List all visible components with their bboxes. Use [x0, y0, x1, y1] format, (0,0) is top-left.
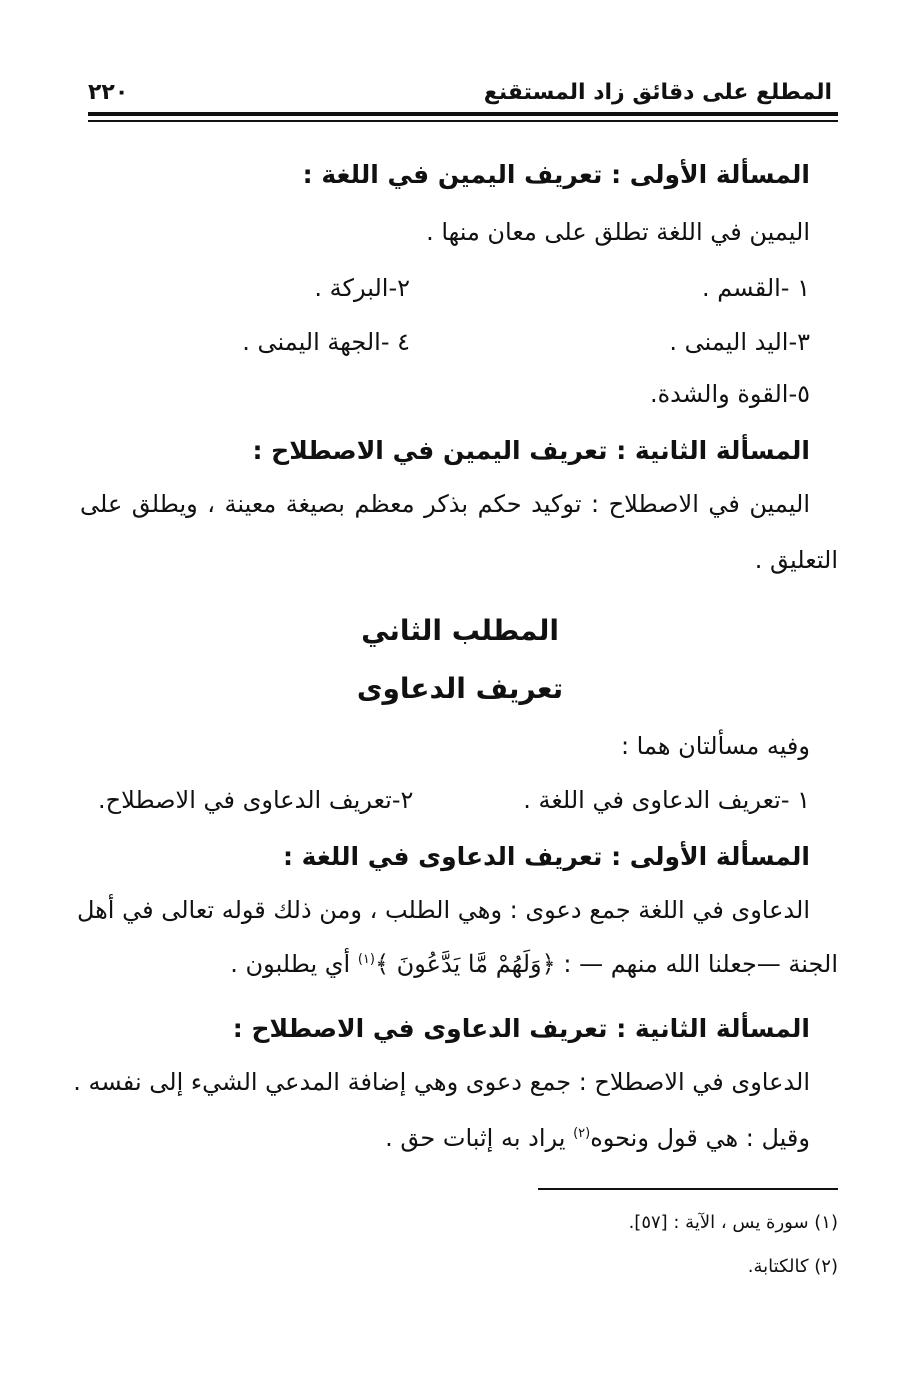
text-jannah: الجنة —جعلنا الله منهم — : — [555, 950, 838, 978]
list-item-yad-yumna: ٣-اليد اليمنى . — [669, 328, 810, 356]
list-item-daawa-istilah: ٢-تعريف الدعاوى في الاصطلاح. — [98, 786, 414, 814]
section-heading-daawa-lugha: المسألة الأولى : تعريف الدعاوى في اللغة : — [282, 842, 810, 871]
quran-verse: ﴿وَلَهُمْ مَّا يَدَّعُونَ ﴾ — [374, 950, 556, 978]
paragraph-daawa-lugha-line2 — [230, 950, 838, 979]
section-heading-yamin-lugha: المسألة الأولى : تعريف اليمين في اللغة : — [302, 160, 810, 189]
text-ithbat-haqq: يراد به إثبات حق . — [385, 1124, 574, 1152]
list-item-quwwa: ٥-القوة والشدة. — [649, 380, 810, 408]
footnote-marker-2[interactable]: (٢) — [573, 1126, 591, 1141]
section-heading-yamin-istilah: المسألة الثانية : تعريف اليمين في الاصطلاح : — [252, 436, 810, 465]
header-rule-thin — [88, 120, 838, 122]
header-rule-thick — [88, 112, 838, 116]
paragraph-daawa-istilah-line2 — [385, 1124, 810, 1153]
list-item-baraka: ٢-البركة . — [314, 274, 410, 302]
section-heading-daawa-istilah: المسألة الثانية : تعريف الدعاوى في الاصطلاح : — [232, 1014, 810, 1043]
running-header-title: المطلع على دقائق زاد المستقنع — [483, 80, 832, 105]
footnote-1: (١) سورة يس ، الآية : [٥٧]. — [628, 1212, 838, 1233]
list-item-daawa-lugha: ١ -تعريف الدعاوى في اللغة . — [523, 786, 810, 814]
paragraph-masalatan-intro: وفيه مسألتان هما : — [620, 732, 810, 760]
chapter-subtitle: تعريف الدعاوى — [356, 672, 564, 705]
footnote-marker-1[interactable]: (١) — [357, 952, 375, 967]
paragraph-yamin-istilah-line2: التعليق . — [754, 546, 838, 574]
paragraph-daawa-istilah-line1: الدعاوى في الاصطلاح : جمع دعوى وهي إضافة المدعي الشيء إلى نفسه . — [73, 1068, 810, 1096]
paragraph-yamin-istilah-line1: اليمين في الاصطلاح : توكيد حكم بذكر معظم بصيغة معينة ، ويطلق على — [80, 490, 810, 518]
chapter-title: المطلب الثاني — [361, 614, 559, 647]
list-item-jiha-yumna: ٤ -الجهة اليمنى . — [242, 328, 410, 356]
text-yatlubun: أي يطلبون . — [230, 950, 358, 978]
text-wa-qil: وقيل : هي قول ونحوه — [590, 1124, 810, 1152]
footnote-separator — [538, 1188, 838, 1190]
paragraph-yamin-lugha-intro: اليمين في اللغة تطلق على معان منها . — [426, 218, 810, 246]
footnote-2: (٢) كالكتابة. — [747, 1256, 838, 1277]
page-number: ٢٢٠ — [88, 80, 129, 105]
list-item-qasam: ١ -القسم . — [702, 274, 810, 302]
paragraph-daawa-lugha-line1: الدعاوى في اللغة جمع دعوى : وهي الطلب ، ومن ذلك قوله تعالى في أهل — [76, 896, 810, 924]
